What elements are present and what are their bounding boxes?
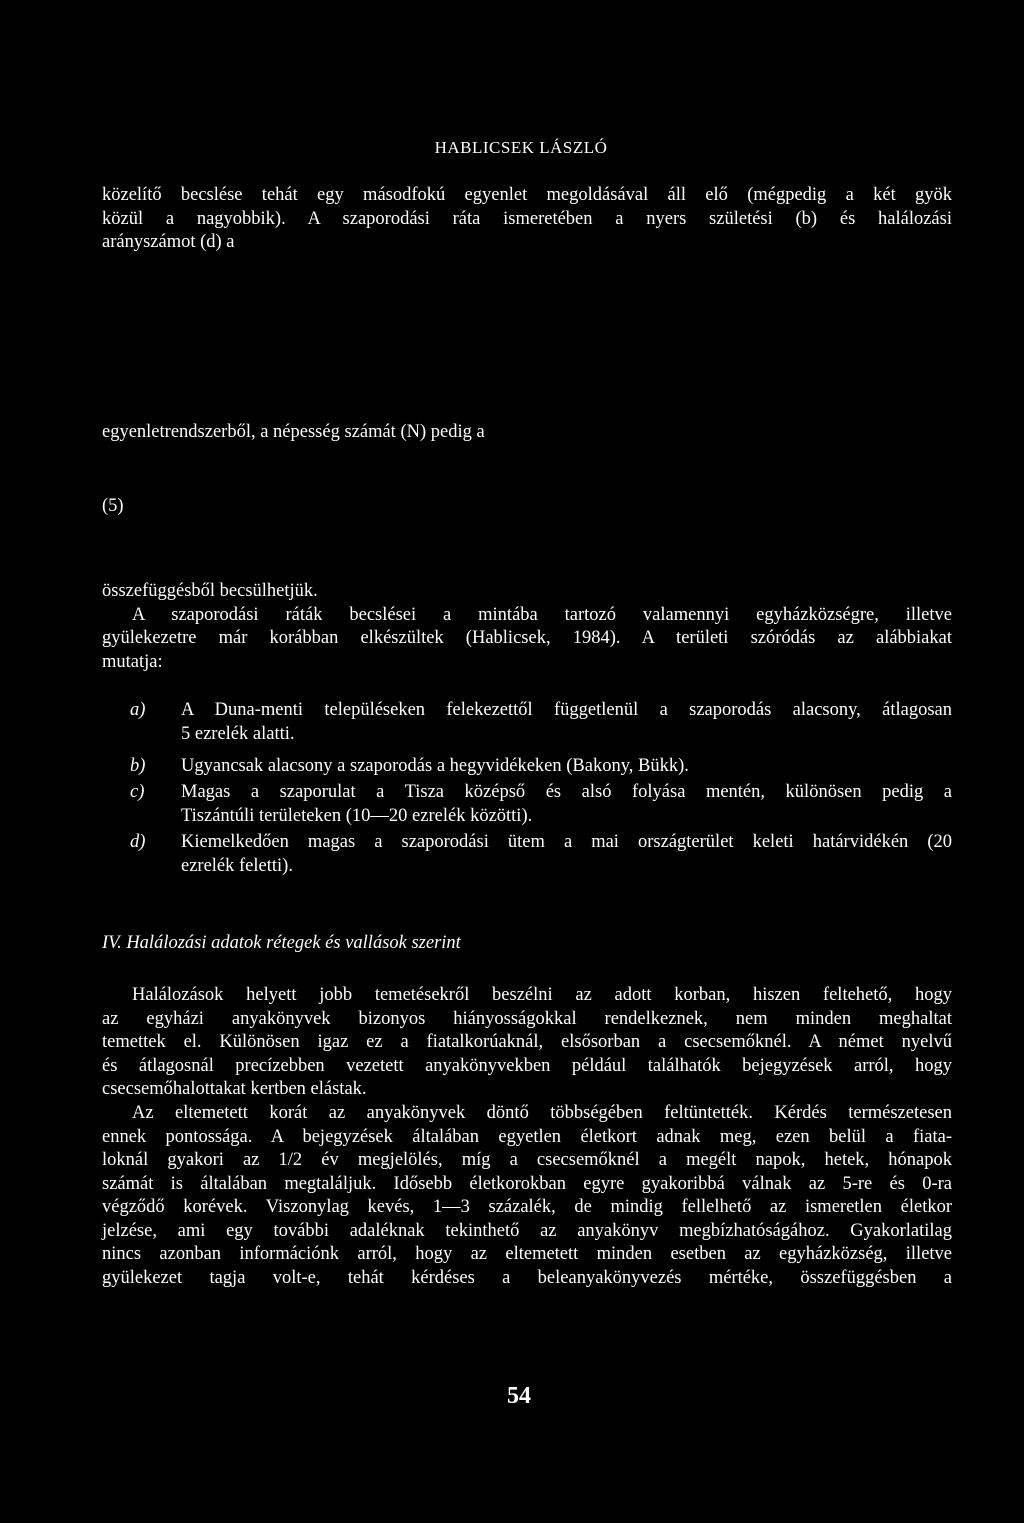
text-line: az egyházi anyakönyvek bizonyos hiányosságokkal rendelkeznek, nem minden meghaltat xyxy=(102,1008,952,1029)
page-number: 54 xyxy=(507,1383,531,1409)
text-line: gyülekezetre már korábban elkészültek (Hablicsek, 1984). A területi szóródás az alábbiakat xyxy=(102,628,952,648)
text-line: Magas a szaporulat a Tisza középső és alsó folyása mentén, különösen pedig a xyxy=(181,782,952,802)
list-label: b) xyxy=(130,756,146,776)
text-line: loknál gyakori az 1/2 év megjelölés, míg a csecsemőknél a megélt napok, hetek, hónapok xyxy=(102,1150,952,1170)
text-line: közelítő becslése tehát egy másodfokú egyenlet megoldásával áll elő (mégpedig a két gyök xyxy=(102,185,952,205)
text-line: összefüggésből becsülhetjük. xyxy=(102,581,318,601)
list-text xyxy=(181,699,952,746)
text-line: Kiemelkedően magas a szaporodási ütem a mai országterület keleti határvidékén (20 xyxy=(181,832,952,852)
running-header: HABLICSEK LÁSZLÓ xyxy=(434,138,608,157)
text-line: Az eltemetett korát az anyakönyvek döntő többségében feltüntették. Kérdés természetesen xyxy=(132,1103,952,1123)
list-text xyxy=(181,755,952,779)
paragraph-burials xyxy=(102,984,952,1102)
list-label: c) xyxy=(130,782,145,802)
intro-paragraph xyxy=(102,184,952,255)
text-line: gyülekezet tagja volt-e, tehát kérdéses a beleanyakönyvezés mértéke, összefüggésben a xyxy=(102,1267,952,1288)
text-line: temettek el. Különösen igaz ez a fiatalkorúaknál, elsősorban a csecsemőknél. A német nyelvű xyxy=(102,1032,952,1052)
text-line: közül a nagyobbik). A szaporodási ráta ismeretében a nyers születési (b) és halálozási xyxy=(102,208,952,229)
text-line: arányszámot (d) a xyxy=(102,232,235,252)
text-line: Ugyancsak alacsony a szaporodás a hegyvidékeken (Bakony, Bükk). xyxy=(181,756,689,776)
text-line: egyenletrendszerből, a népesség számát (N) pedig a xyxy=(102,422,485,442)
list-label: a) xyxy=(130,700,146,720)
list-item xyxy=(130,831,952,879)
list-item xyxy=(130,781,952,829)
text-line: mutatja: xyxy=(102,651,163,672)
text-line: A szaporodási ráták becslései a mintába tartozó valamennyi egyházközségre, illetve xyxy=(132,604,952,625)
list-text xyxy=(181,831,952,878)
after-equation-paragraph xyxy=(102,580,952,674)
list-text xyxy=(181,781,952,828)
text-line: jelzése, ami egy további adaléknak tekinthető az anyakönyv megbízhatóságához. Gyakorlatilag xyxy=(102,1220,952,1241)
text-line: A Duna-menti településeken felekezettől függetlenül a szaporodás alacsony, átlagosan xyxy=(181,700,952,720)
section-heading: IV. Halálozási adatok rétegek és vallások szerint xyxy=(102,933,461,953)
after-system-paragraph xyxy=(102,421,952,445)
text-line: számát is általában megtaláljuk. Idősebb életkorokban egyre gyakoribbá válnak az 5-re és 0-ra xyxy=(102,1173,952,1194)
text-line: Halálozások helyett jobb temetésekről beszélni az adott korban, hiszen feltehető, hogy xyxy=(132,985,952,1005)
text-line: 5 ezrelék alatti. xyxy=(181,723,295,744)
text-line: végződő korévek. Viszonylag kevés, 1—3 százalék, de mindig fellelhető az ismeretlen életkor xyxy=(102,1197,952,1217)
paragraph-ages xyxy=(102,1102,952,1290)
text-line: csecsemőhalottakat kertben elástak. xyxy=(102,1079,367,1099)
text-line: Tiszántúli területeken (10—20 ezrelék közötti). xyxy=(181,805,533,826)
text-line: ezrelék feletti). xyxy=(181,855,293,876)
list-label: d) xyxy=(130,832,146,852)
text-line: ennek pontossága. A bejegyzések általában egyetlen életkort adnak meg, ezen belül a fiata- xyxy=(102,1126,952,1147)
list-item xyxy=(130,699,952,747)
equation-number: (5) xyxy=(102,496,124,516)
text-line: nincs azonban információnk arról, hogy az eltemetett minden esetben az egyházközség, illetve xyxy=(102,1244,952,1264)
list-item xyxy=(130,755,952,779)
text-line: és átlagosnál precízebben vezetett anyakönyvekben például találhatók bejegyzések arról, hogy xyxy=(102,1055,952,1076)
